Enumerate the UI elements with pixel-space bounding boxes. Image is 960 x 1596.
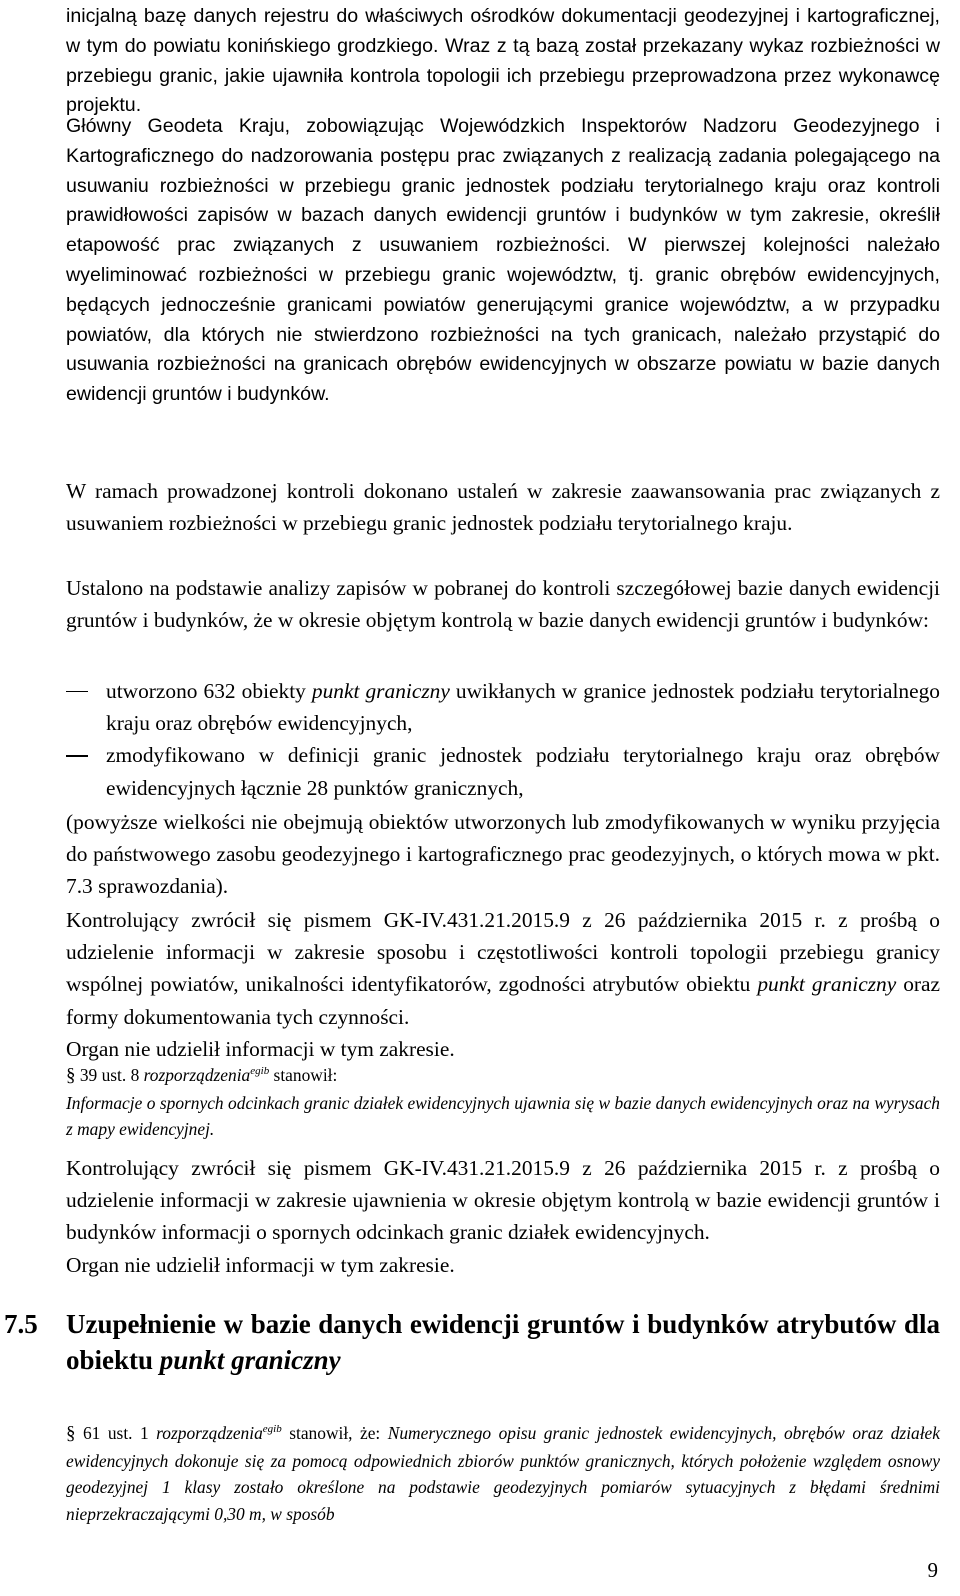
section-title: Uzupełnienie w bazie danych ewidencji gruntów i budynków atrybutów dla obiektu punkt graniczny [66,1309,940,1375]
paragraph-gugik: Główny Geodeta Kraju, zobowiązując Wojewódzkich Inspektorów Nadzoru Geodezyjnego i Kartograficznego do nadzorowania postępu prac związanych z realizacją zadania polegającego na usuwaniu rozbieżności w przebiegu granic jednostek podziału terytorialnego kraju oraz kontroli prawidłowości zapisów w bazach danych ewidencji gruntów i budynków w tym zakresie, określił etapowość prac związanych z usuwaniem rozbieżności. W pierwszej kolejności należało wyeliminować rozbieżności w przebiegu granic województw, tj. granic obrębów ewidencyjnych, będących jednocześnie granicami powiatów generującymi granice województw, a w przypadku powiatów, dla których nie stwierdzono rozbieżności na tych granicach, należało przystąpić do usuwania rozbieżności na granicach obrębów ewidencyjnych w obszarze powiatu w bazie danych ewidencji gruntów i budynków. [66,115,940,406]
findings-list [66,675,940,804]
list-item: utworzono 632 obiekty punkt graniczny uwikłanych w granice jednostek podziału terytorialnego kraju oraz obrębów ewidencyjnych, [66,675,940,739]
paragraph-kontrolujacy-1: Kontrolujący zwrócił się pismem GK-IV.431.21.2015.9 z 26 października 2015 r. z prośbą o udzielenie informacji w zakresie sposobu i częstotliwości kontroli topologii przebiegu granicy wspólnej powiatów, unikalności identyfikatorów, zgodności atrybutów obiektu punkt graniczny oraz formy dokumentowania tych czynności. Organ nie udzielił informacji w tym zakresie. [66,908,941,1061]
paragraph-kontrola: W ramach prowadzonej kontroli dokonano ustaleń w zakresie zaawansowania prac związanych z usuwaniem rozbieżności w przebiegu granic jednostek podziału terytorialnego kraju. [66,479,940,536]
dash-bullet [66,691,88,692]
regulation-quote-39: § 39 ust. 8 rozporządzenia$^{egib}$ stanowił: Informacje o spornych odcinkach granic działek ewidencyjnych ujawnia się w bazie danych ewidencyjnych oraz na wyrysach z mapy ewidencyjnej. [66,1065,940,1139]
regulation-quote-61: § 61 ust. 1 rozporządzenia$^{egib}$ stanowił, że: Numerycznego opisu granic jednostek ewidencyjnych, obrębów oraz działek ewidencyjnych dokonuje się za pomocą odpowiednich zbiorów punktów granicznych, których położenie względem osnowy geodezyjnej 1 klasy zostało określone na podstawie geodezyjnych pomiarów sytuacyjnych z błędami średnimi nieprzekraczającymi 0,30 m, w sposób [66,1423,940,1524]
list-item: zmodyfikowano w definicji granic jednostek podziału terytorialnego kraju oraz obrębów ewidencyjnych łącznie 28 punktów granicznych, [66,739,940,803]
paragraph-ustalono: Ustalono na podstawie analizy zapisów w pobranej do kontroli szczegółowej bazie danych ewidencji gruntów i budynków, że w okresie objętym kontrolą w bazie danych ewidencji gruntów i budynków: [66,576,940,633]
paragraph-kontrolujacy-2: Kontrolujący zwrócił się pismem GK-IV.431.21.2015.9 z 26 października 2015 r. z prośbą o udzielenie informacji w zakresie ujawnienia w okresie objętym kontrolą w bazie ewidencji gruntów i budynków informacji o spornych odcinkach granic działek ewidencyjnych. Organ nie udzielił informacji w tym zakresie. [66,1156,940,1277]
dash-bullet [66,755,88,756]
section-number: 7.5 [4,1309,38,1339]
paragraph-powyzsze: (powyższe wielkości nie obejmują obiektów utworzonych lub zmodyfikowanych w wyniku przyjęcia do państwowego zasobu geodezyjnego i kartograficznego prac geodezyjnych, o których mowa w pkt. 7.3 sprawozdania). [66,810,940,899]
page-number: 9 [927,1558,938,1582]
paragraph-intro: inicjalną bazę danych rejestru do właściwych ośrodków dokumentacji geodezyjnej i kartograficznej, w tym do powiatu konińskiego grodzkiego. Wraz z tą bazą został przekazany wykaz rozbieżności w przebiegu granic, jakie ujawniła kontrola topologii ich przebiegu przeprowadzona przez wykonawcę projektu. [66,5,940,117]
